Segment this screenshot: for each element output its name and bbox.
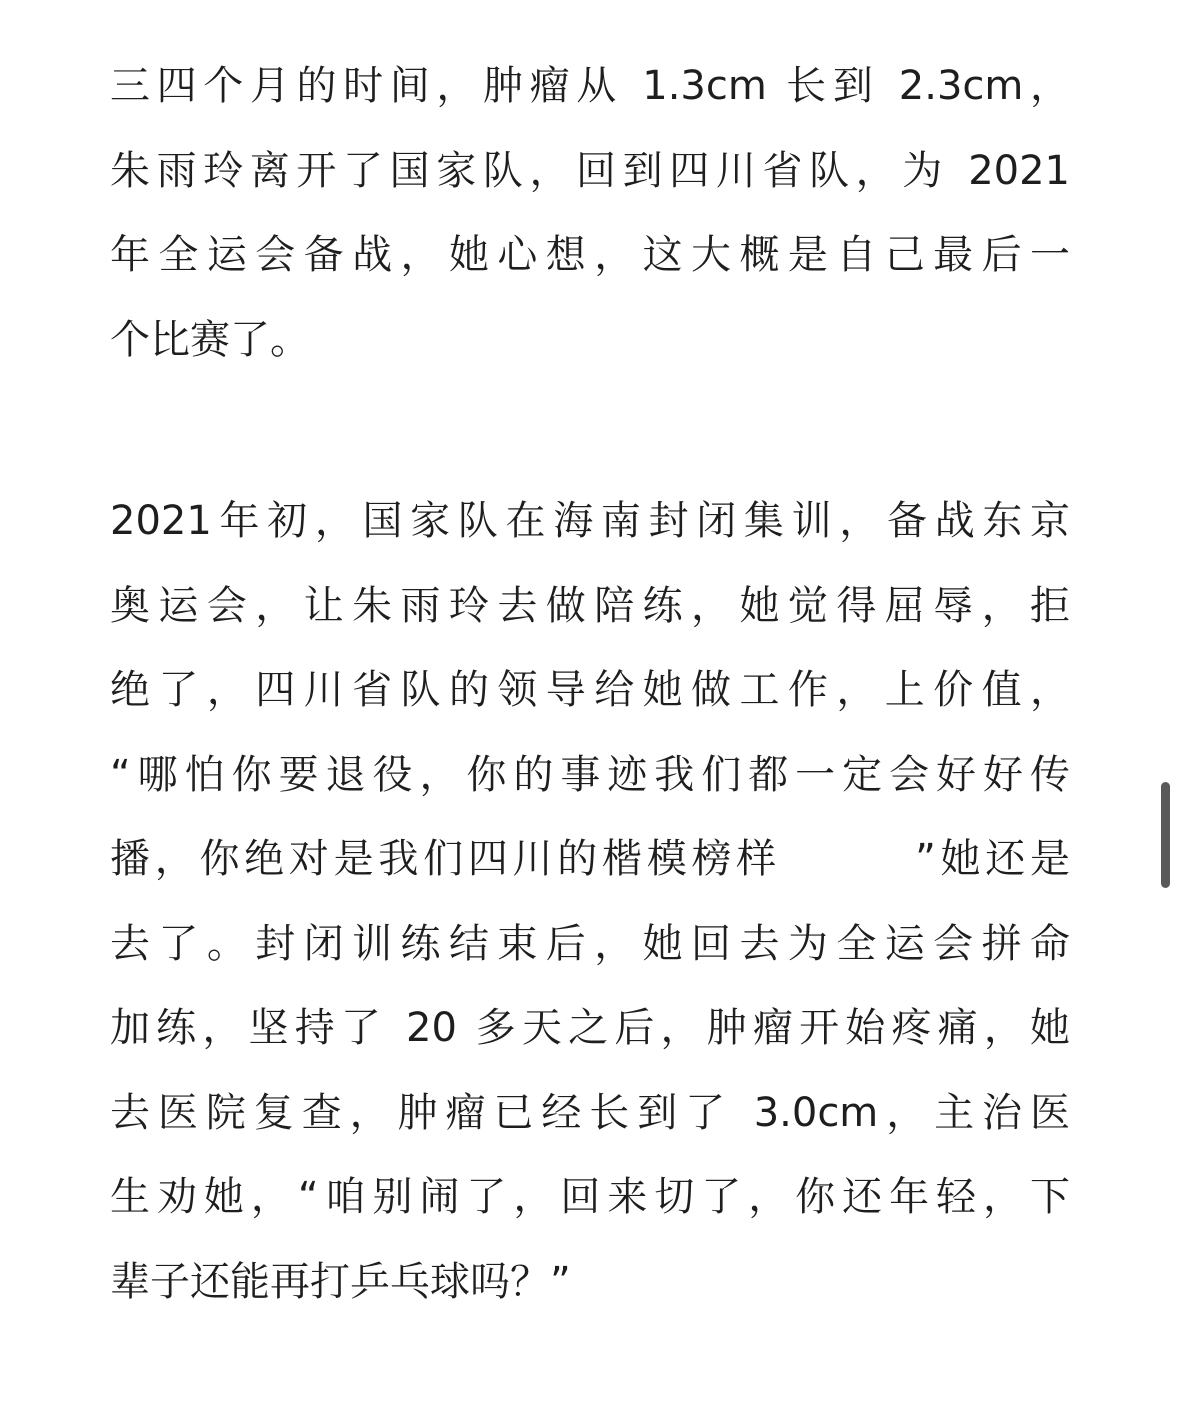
text-line: 加练，坚持了 20 多天之后，肿瘤开始疼痛，她 [110, 1005, 1070, 1051]
text-line: 2021年初，国家队在海南封闭集训，备战东京 [110, 498, 1070, 544]
article-body [110, 44, 1070, 1324]
text-line: 年全运会备战，她心想，这大概是自己最后一 [110, 232, 1070, 278]
text-line: 生劝她，“咱别闹了，回来切了，你还年轻，下 [110, 1174, 1070, 1220]
text-line: “哪怕你要退役，你的事迹我们都一定会好好传 [110, 751, 1070, 798]
paragraph-1 [110, 44, 1070, 382]
text-line: 朱雨玲离开了国家队，回到四川省队，为 2021 [110, 147, 1070, 194]
text-line: 辈子还能再打乒乓球吗？” [110, 1258, 571, 1305]
paragraph-spacer [110, 382, 1070, 479]
text-line: 绝了，四川省队的领导给她做工作，上价值， [110, 667, 1070, 713]
text-line: 去了。封闭训练结束后，她回去为全运会拼命 [110, 920, 1070, 967]
text-line: 三四个月的时间，肿瘤从 1.3cm 长到 2.3cm， [110, 63, 1070, 109]
text-line: 个比赛了。 [110, 316, 310, 363]
text-line: 播，你绝对是我们四川的楷模榜样 ”她还是 [110, 836, 1070, 882]
text-line: 去医院复查，肿瘤已经长到了 3.0cm，主治医 [110, 1089, 1070, 1136]
paragraph-2 [110, 479, 1070, 1324]
text-line: 奥运会，让朱雨玲去做陪练，她觉得屈辱，拒 [110, 582, 1070, 629]
vertical-scrollbar-thumb[interactable] [1161, 782, 1170, 888]
